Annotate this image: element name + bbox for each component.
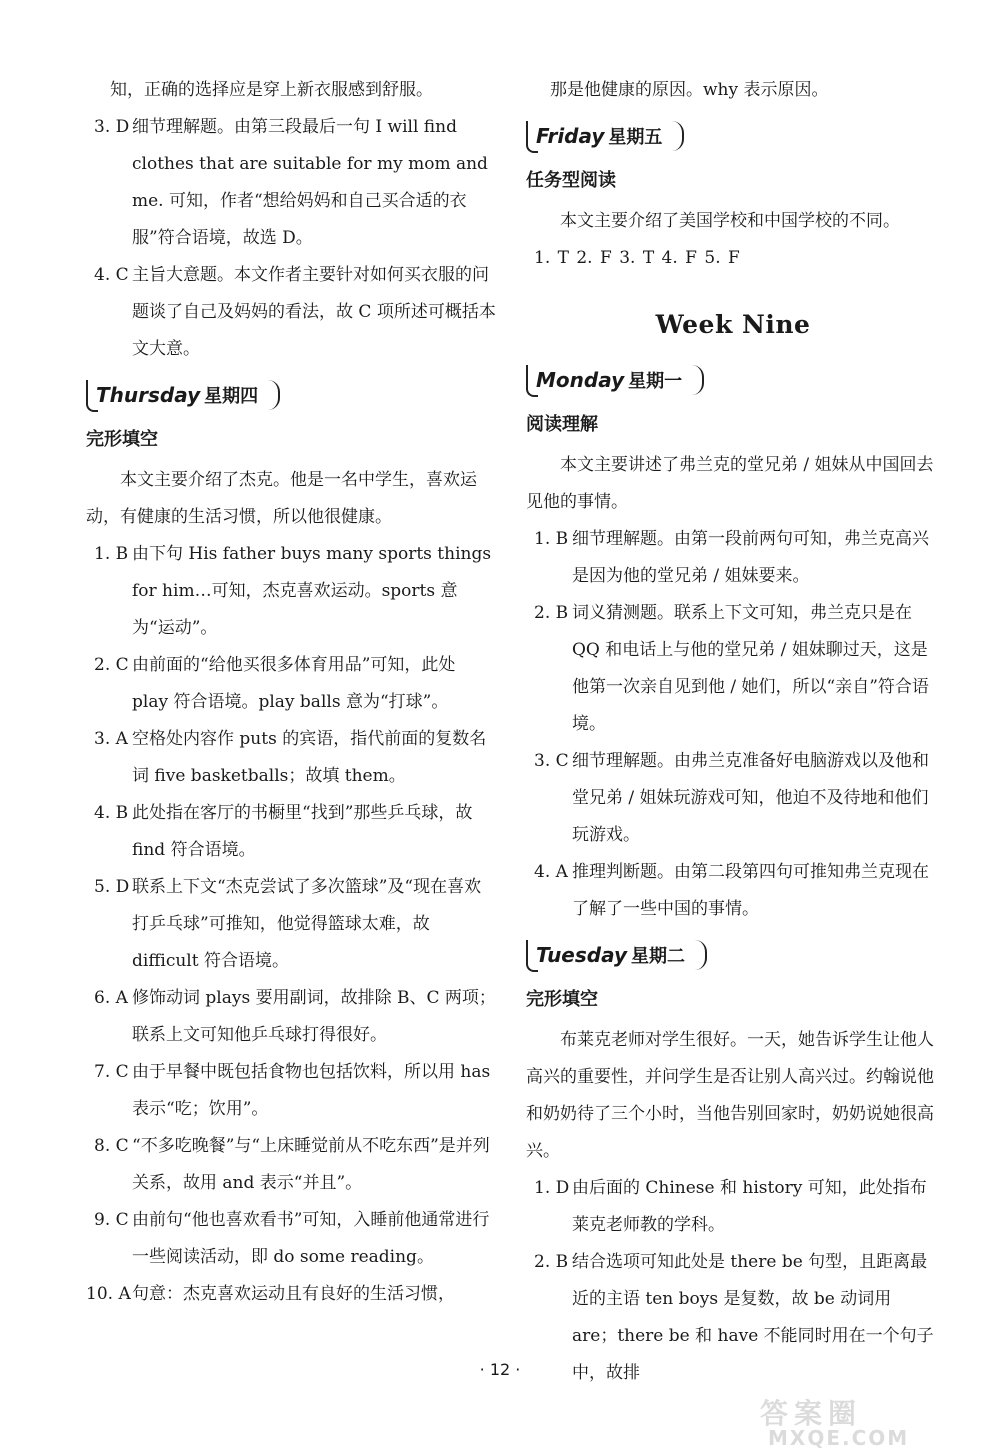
- right-column: [526, 72, 940, 1392]
- passage-summary: 布莱克老师对学生很好。一天，她告诉学生让他人高兴的重要性，并问学生是否让别人高兴过。约翰说他和奶奶待了三个小时，当他告别回家时，奶奶说她很高兴。: [526, 1030, 934, 1161]
- day-name-cn: 星期一: [628, 371, 683, 392]
- answer-item: [86, 795, 496, 869]
- answer-number: 6. A: [94, 988, 128, 1008]
- answer-number: 7. C: [94, 1062, 129, 1082]
- answer-key-line: 1. T 2. F 3. T 4. F 5. F: [534, 248, 740, 268]
- answer-number: 2. C: [94, 655, 129, 675]
- bracket-decoration: [526, 940, 538, 972]
- answer-item: [86, 1054, 496, 1128]
- continued-text: 知，正确的选择应是穿上新衣服感到舒服。: [110, 80, 433, 100]
- answer-number: 10. A: [86, 1284, 131, 1304]
- watermark-text: 答案圈: [760, 1397, 863, 1430]
- answer-explanation: 此处指在客厅的书橱里“找到”那些乒乓球，故 find 符合语境。: [132, 803, 473, 860]
- continued-text: 那是他健康的原因。why 表示原因。: [550, 80, 829, 100]
- answer-item: [86, 1128, 496, 1202]
- answer-number: 2. B: [534, 603, 569, 623]
- answer-number: 4. B: [94, 803, 129, 823]
- passage-summary: 本文主要介绍了杰克。他是一名中学生，喜欢运动，有健康的生活习惯，所以他很健康。: [86, 470, 477, 527]
- passage-summary: 本文主要讲述了弗兰克的堂兄弟 / 姐妹从中国回去见他的事情。: [526, 455, 934, 512]
- day-name-cn: 星期五: [608, 127, 663, 148]
- answer-number: 3. C: [534, 751, 569, 771]
- answer-explanation: “不多吃晚餐”与“上床睡觉前从不吃东西”是并列关系，故用 and 表示“并且”。: [132, 1136, 490, 1193]
- answer-list: [526, 1170, 940, 1392]
- slash-decoration: [666, 121, 684, 151]
- bracket-decoration: [86, 380, 98, 412]
- answer-list: [86, 536, 496, 1313]
- bracket-decoration: [526, 365, 538, 397]
- answer-number: 4. A: [534, 862, 568, 882]
- section-title-cloze: 完形填空: [86, 429, 158, 450]
- answer-number: 9. C: [94, 1210, 129, 1230]
- day-label-monday: [526, 361, 708, 399]
- answer-item: [526, 595, 940, 743]
- answer-explanation: 空格处内容作 puts 的宾语，指代前面的复数名词 five basketballs；故填 them。: [132, 729, 487, 786]
- answer-explanation: 由于早餐中既包括食物也包括饮料，所以用 has 表示“吃；饮用”。: [132, 1062, 491, 1119]
- answer-item: [86, 109, 496, 257]
- answer-explanation: 由下句 His father buys many sports things for him…可知，杰克喜欢运动。sports 意为“运动”。: [132, 544, 492, 638]
- section-title-reading: 阅读理解: [526, 414, 598, 435]
- answer-number: 2. B: [534, 1252, 569, 1272]
- answer-explanation: 结合选项可知此处是 there be 句型，且距离最近的主语 ten boys 是复数，故 be 动词用 are；there be 和 have 不能同时用在一个句子中，故排: [572, 1252, 934, 1383]
- answer-item: [86, 536, 496, 647]
- answer-explanation: 细节理解题。由第一段前两句可知，弗兰克高兴是因为他的堂兄弟 / 姐妹要来。: [572, 529, 929, 586]
- day-label-thursday: [86, 376, 284, 414]
- answer-explanation: 修饰动词 plays 要用副词，故排除 B、C 两项；联系上文可知他乒乓球打得很好。: [132, 988, 496, 1045]
- slash-decoration: [689, 940, 707, 970]
- day-name-en: Tuesday: [536, 943, 628, 967]
- answer-explanation: 由后面的 Chinese 和 history 可知，此处指布莱克老师教的学科。: [572, 1178, 927, 1235]
- answer-explanation: 细节理解题。由第三段最后一句 I will find clothes that are suitable for my mom and me. 可知，作者“想给妈妈和自己买合适的衣服”符合语境，故选 D。: [132, 117, 488, 248]
- page-number: · 12 ·: [479, 1360, 521, 1379]
- answer-explanation: 细节理解题。由弗兰克准备好电脑游戏以及他和堂兄弟 / 姐妹玩游戏可知，他迫不及待地和他们玩游戏。: [572, 751, 929, 845]
- bracket-decoration: [526, 121, 538, 153]
- answer-item: [86, 257, 496, 368]
- day-label-friday: [526, 117, 688, 155]
- answer-explanation: 词义猜测题。联系上下文可知，弗兰克只是在 QQ 和电话上与他的堂兄弟 / 姐妹聊过天，这是他第一次亲自见到他 / 她们，所以“亲自”符合语境。: [572, 603, 929, 734]
- answer-explanation: 由前面的“给他买很多体育用品”可知，此处 play 符合语境。play balls 意为“打球”。: [132, 655, 456, 712]
- answer-number: 8. C: [94, 1136, 129, 1156]
- answer-list: [526, 521, 940, 928]
- answer-number: 3. A: [94, 729, 128, 749]
- answer-item: [86, 980, 496, 1054]
- answer-number: 5. D: [94, 877, 130, 897]
- answer-number: 1. D: [534, 1178, 570, 1198]
- day-name-cn: 星期二: [631, 946, 686, 967]
- watermark-logo: [760, 1392, 980, 1448]
- left-column: [86, 72, 496, 1313]
- day-name-en: Thursday: [96, 383, 201, 407]
- passage-summary: 本文主要介绍了美国学校和中国学校的不同。: [560, 211, 900, 231]
- answer-explanation: 联系上下文“杰克尝试了多次篮球”及“现在喜欢打乒乓球”可推知，他觉得篮球太难，故 difficult 符合语境。: [132, 877, 482, 971]
- answer-explanation: 主旨大意题。本文作者主要针对如何买衣服的问题谈了自己及妈妈的看法，故 C 项所述可概括本文大意。: [132, 265, 496, 359]
- answer-list: [86, 109, 496, 368]
- slash-decoration: [262, 380, 280, 410]
- section-title-cloze: 完形填空: [526, 989, 598, 1010]
- answer-explanation: 推理判断题。由第二段第四句可推知弗兰克现在了解了一些中国的事情。: [572, 862, 929, 919]
- answer-item: [86, 721, 496, 795]
- slash-decoration: [686, 365, 704, 395]
- answer-item: [86, 647, 496, 721]
- answer-number: 1. B: [94, 544, 129, 564]
- answer-number: 3. D: [94, 117, 130, 137]
- answer-explanation: 句意：杰克喜欢运动且有良好的生活习惯，: [132, 1284, 455, 1304]
- day-label-tuesday: [526, 936, 711, 974]
- answer-number: 1. B: [534, 529, 569, 549]
- answer-number: 4. C: [94, 265, 129, 285]
- section-title-task-reading: 任务型阅读: [526, 170, 616, 191]
- answer-item: [526, 854, 940, 928]
- answer-explanation: 由前句“他也喜欢看书”可知，入睡前他通常进行一些阅读活动，即 do some reading。: [132, 1210, 490, 1267]
- week-title: Week Nine: [655, 310, 811, 339]
- answer-item: [526, 521, 940, 595]
- answer-item: [526, 1170, 940, 1244]
- day-name-en: Friday: [536, 124, 605, 148]
- answer-item: [526, 743, 940, 854]
- watermark-domain: MXQE.COM: [768, 1426, 910, 1450]
- day-name-cn: 星期四: [204, 386, 259, 407]
- day-name-en: Monday: [536, 368, 625, 392]
- answer-item: [86, 1202, 496, 1276]
- answer-item: [86, 1276, 496, 1313]
- answer-item: [86, 869, 496, 980]
